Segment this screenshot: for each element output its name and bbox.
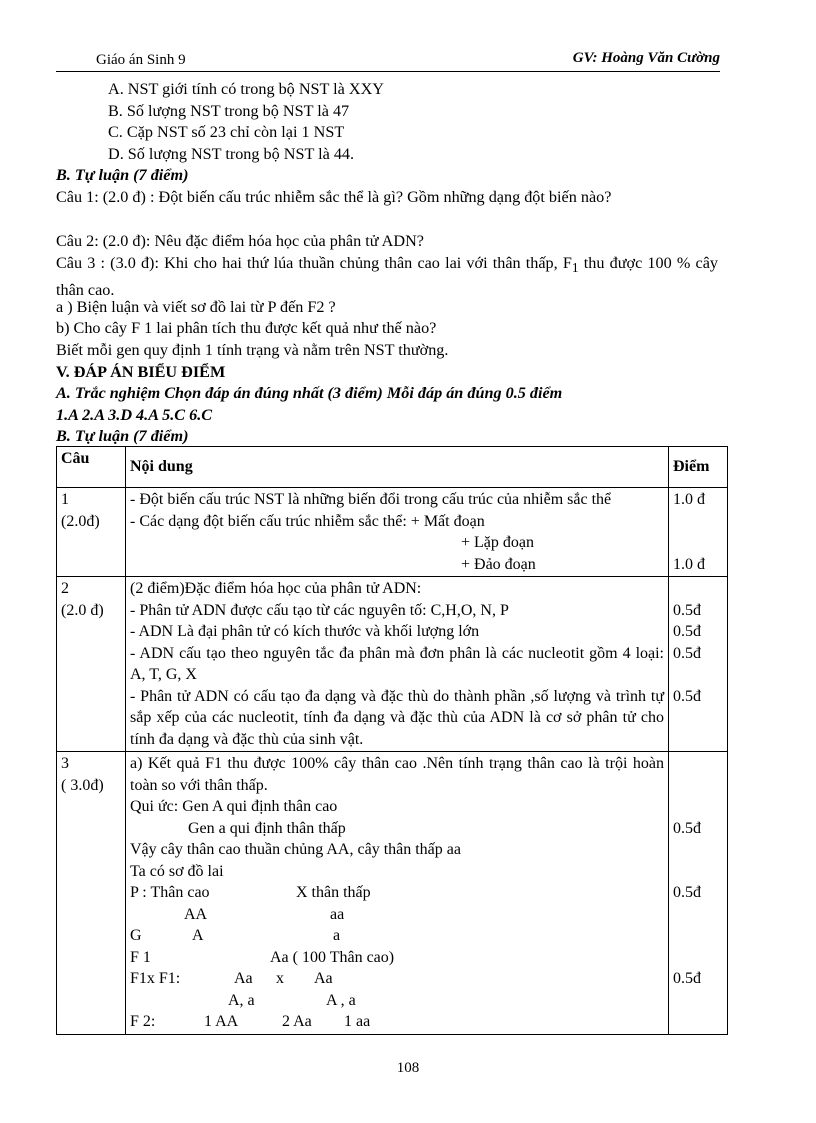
row3-f1-line	[130, 947, 664, 969]
row1-score: 1.0 đ	[673, 555, 705, 573]
question-3-prefix: Câu 3 : (3.0 đ):	[56, 254, 165, 272]
header-rule	[56, 71, 720, 72]
row1-line: + Đảo đoạn	[461, 555, 536, 573]
table-row	[57, 752, 728, 1035]
row3-f2-label: F 2:	[130, 1013, 156, 1030]
row3-line: Qui ức: Gen A qui định thân cao	[130, 798, 338, 815]
row3-score: 0.5đ	[673, 970, 701, 987]
row3-genotype-line	[130, 904, 664, 926]
row3-f2-aa-het: 2 Aa	[282, 1013, 312, 1030]
question-note: Biết mỗi gen quy định 1 tính trạng và nằm trên NST thường.	[56, 341, 449, 359]
row3-f1xf1-label: F1x F1:	[130, 970, 181, 987]
option-c: C. Cặp NST số 23 chỉ còn lại 1 NST	[108, 123, 345, 141]
option-a: A. NST giới tính có trong bộ NST là XXY	[108, 80, 384, 98]
row3-p-genotype-right: aa	[330, 905, 345, 923]
question-3-end: thu được 100 % cây thân cao.	[56, 254, 718, 300]
table-row	[57, 577, 728, 752]
row2-score: 0.5đ	[673, 601, 701, 619]
row2-line: (2 điểm)Đặc điểm hóa học của phân tử ADN:	[130, 580, 422, 597]
row3-points: ( 3.0đ)	[61, 776, 104, 794]
row2-score: 0.5đ	[673, 623, 701, 640]
row3-f2-line	[130, 1011, 664, 1033]
row3-g-label: G	[130, 927, 142, 944]
question-3-text: Khi cho hai thứ lúa thuần chủng thân cao lai với thân thấp, F	[164, 254, 572, 272]
header-cau: Câu	[57, 447, 126, 488]
row2-line: - Phân tử ADN được cấu tạo từ các nguyên tố: C,H,O, N, P	[130, 601, 509, 619]
row3-line: Vậy cây thân cao thuần chủng AA, cây thân thấp aa	[130, 841, 461, 858]
answer-heading: V. ĐÁP ÁN BIỂU ĐIỂM	[56, 363, 226, 381]
mc-answers: 1.A 2.A 3.D 4.A 5.C 6.C	[56, 406, 213, 424]
row1-score: 1.0 đ	[673, 491, 705, 508]
row3-f1xf1-x: x	[276, 970, 284, 987]
row3-p-right: X thân thấp	[296, 884, 371, 901]
row3-f1xf1-right: Aa	[314, 970, 333, 987]
row3-f1-gamete-left: A, a	[228, 991, 255, 1009]
question-1: Câu 1: (2.0 đ) : Đột biến cấu trúc nhiễm sắc thể là gì? Gồm những dạng đột biến nào?	[56, 188, 612, 206]
row3-score: 0.5đ	[673, 884, 701, 901]
row1-number-cell	[57, 488, 126, 577]
question-3-subscript: 1	[571, 260, 579, 276]
row3-p-genotype-left: AA	[184, 905, 208, 923]
header-diem: Điểm	[669, 447, 728, 488]
header-subject: Giáo án Sinh 9	[96, 52, 186, 68]
row1-points: (2.0đ)	[61, 512, 100, 530]
row3-gamete-line	[130, 925, 664, 947]
row3-cross-line	[130, 882, 664, 904]
question-3	[56, 252, 718, 301]
header-teacher: GV: Hoàng Văn Cường	[572, 50, 720, 66]
row2-content	[126, 577, 669, 752]
row1-number: 1	[61, 491, 69, 508]
essay-heading: B. Tự luận (7 điểm)	[56, 166, 189, 184]
row2-number: 2	[61, 580, 69, 597]
question-3b: b) Cho cây F 1 lai phân tích thu được kết quả như thế nào?	[56, 319, 437, 337]
row2-score: 0.5đ	[673, 687, 701, 705]
row3-line: a) Kết quả F1 thu được 100% cây thân cao .Nên tính trạng thân cao là trội hoàn toàn so với thân thấp.	[130, 755, 664, 794]
row3-line: Gen a qui định thân thấp	[188, 819, 346, 837]
row2-line: - Phân tử ADN có cấu tạo đa dạng và đặc thù do thành phần ,số lượng và trình tự sắp xếp của các nucleotit, tính đa dạng và đặc thù của ADN là cơ sở phân tử cho tính đa dạng và đặc thù của sinh vật.	[130, 687, 664, 748]
row3-f1-label: F 1	[130, 948, 151, 966]
row2-line: - ADN Là đại phân tử có kích thước và khối lượng lớn	[130, 623, 480, 640]
row1-content	[126, 488, 669, 577]
row1-line: + Lặp đoạn	[461, 534, 534, 551]
row2-points: (2.0 đ)	[61, 601, 104, 619]
row3-f1-result: Aa ( 100 Thân cao)	[270, 948, 395, 966]
row3-content	[126, 752, 669, 1035]
row3-line: Ta có sơ đồ lai	[130, 862, 224, 880]
row3-f1-gamete-line	[130, 990, 664, 1012]
row1-scores	[669, 488, 728, 577]
option-d: D. Số lượng NST trong bộ NST là 44.	[108, 145, 355, 163]
row3-p-left: P : Thân cao	[130, 884, 210, 901]
answer-table	[56, 446, 728, 1035]
option-b: B. Số lượng NST trong bộ NST là 47	[108, 102, 350, 120]
essay-heading-2: B. Tự luận (7 điểm)	[56, 427, 189, 445]
row2-line: - ADN cấu tạo theo nguyên tắc đa phân mà đơn phân là các nucleotit gồm 4 loại: A, T, G, X	[130, 644, 664, 683]
header-noi-dung: Nội dung	[126, 447, 669, 488]
row3-f1-gamete-right: A , a	[326, 991, 356, 1009]
row3-f1xf1-line	[130, 968, 664, 990]
page-number: 108	[396, 1060, 420, 1076]
row3-number-cell	[57, 752, 126, 1035]
row3-f1xf1-left: Aa	[234, 970, 253, 987]
row1-line: - Đột biến cấu trúc NST là những biến đổi trong cấu trúc của nhiễm sắc thể	[130, 491, 612, 508]
mc-heading: A. Trắc nghiệm Chọn đáp án đúng nhất (3 điểm) Mỗi đáp án đúng 0.5 điểm	[56, 384, 563, 402]
row2-number-cell	[57, 577, 126, 752]
row3-score: 0.5đ	[673, 819, 701, 837]
row3-f2-aa-rec: 1 aa	[344, 1013, 371, 1030]
row3-g-left: A	[192, 927, 204, 944]
question-3a: a ) Biện luận và viết sơ đồ lai từ P đến F2 ?	[56, 298, 336, 316]
table-row	[57, 488, 728, 577]
row2-scores	[669, 577, 728, 752]
row3-number: 3	[61, 755, 69, 772]
question-2: Câu 2: (2.0 đ): Nêu đặc điểm hóa học của phân tử ADN?	[56, 232, 424, 250]
row3-f2-aa: 1 AA	[204, 1013, 239, 1030]
table-header-row	[57, 447, 728, 488]
row3-scores	[669, 752, 728, 1035]
row3-g-right: a	[333, 927, 341, 944]
row1-line: - Các dạng đột biến cấu trúc nhiễm sắc thể: + Mất đoạn	[130, 512, 485, 530]
row2-score: 0.5đ	[673, 644, 701, 662]
